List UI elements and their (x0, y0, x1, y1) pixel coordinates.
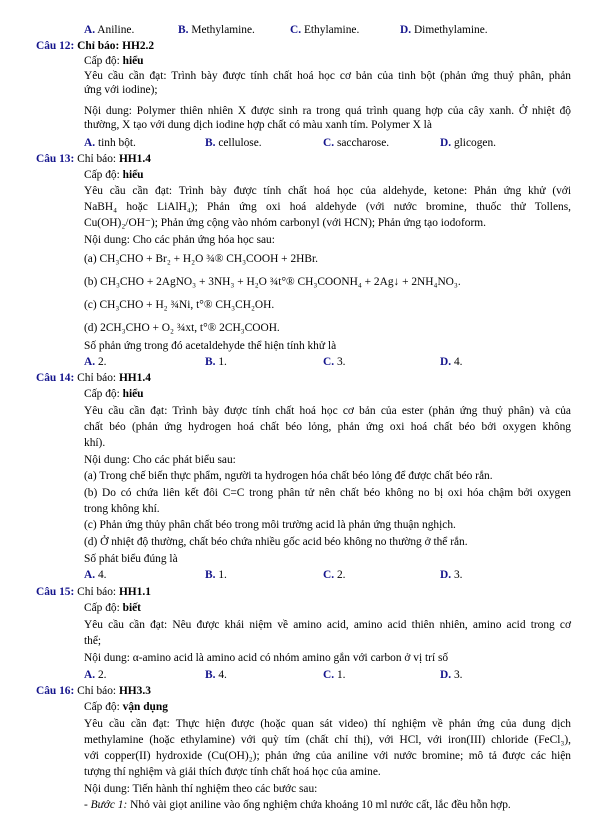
q14-requirement-cont-2: khí). (84, 437, 106, 449)
q13-reaction-d: (d) 2CH₃CHO + O₂ ¾xt, t°® 2CH₃COOH. (84, 322, 280, 334)
q12-heading: Câu 12: Chỉ báo: HH2.2 (36, 40, 155, 52)
q13-option-d[interactable]: D. 4. (440, 356, 463, 368)
q16-step-1: - Bước 1: Nhỏ vài giọt aniline vào ống nghiệm chứa khoảng 10 ml nước cất, lắc đều hỗn hợp. (84, 799, 511, 811)
q13-requirement-cont-2: Cu(OH)₂/OH⁻); Phản ứng cộng vào nhóm carbonyl (với HCN); Phản ứng tạo iodoform. (84, 217, 486, 229)
q13-requirement: Yêu cầu cần đạt: Trình bày được tính chất hoá học của aldehyde, ketone: Phản ứng khử (với (84, 185, 571, 197)
q15-option-c[interactable]: C. 1. (323, 669, 346, 681)
q13-option-a[interactable]: A. 2. (84, 356, 107, 368)
q15-requirement: Yêu cầu cần đạt: Nêu được khái niệm về amino acid, amino acid thiên nhiên, amino acid trong cơ (84, 619, 571, 631)
q12-option-c[interactable]: C. saccharose. (323, 137, 390, 149)
q14-statement-a: (a) Trong chế biến thực phẩm, người ta hydrogen hóa chất béo lỏng để được chất béo rắn. (84, 470, 493, 482)
q14-statement-b-cont: trong không khí. (84, 503, 160, 515)
q13-reaction-b: (b) CH₃CHO + 2AgNO₃ + 3NH₃ + H₂O ¾t°® CH₃COONH₄ + 2Ag↓ + 2NH₄NO₃. (84, 276, 461, 288)
q13-level: Cấp độ: hiểu (84, 169, 144, 181)
q13-heading: Câu 13: Chỉ báo: HH1.4 (36, 153, 151, 165)
q12-content: Nội dung: Polymer thiên nhiên X được sinh ra trong quá trình quang hợp của cây xanh. Ở nhiệt độ (84, 105, 571, 117)
q15-level: Cấp độ: biết (84, 602, 141, 614)
q14-level: Cấp độ: hiểu (84, 388, 144, 400)
q16-level: Cấp độ: vận dụng (84, 701, 168, 713)
q14-statement-c: (c) Phản ứng thủy phân chất béo trong môi trường acid là phản ứng thuận nghịch. (84, 519, 456, 531)
q13-content: Nội dung: Cho các phản ứng hóa học sau: (84, 234, 275, 246)
q12-content-cont: thường, X tạo với dung dịch iodine hợp chất có màu xanh tím. Polymer X là (84, 119, 432, 131)
q13-reaction-a: (a) CH₃CHO + Br₂ + H₂O ¾® CH₃COOH + 2HBr. (84, 253, 318, 265)
q12-option-a[interactable]: A. tinh bột. (84, 137, 136, 149)
q12-option-b[interactable]: B. cellulose. (205, 137, 262, 149)
q12-option-d[interactable]: D. glicogen. (440, 137, 497, 149)
q14-statement-b: (b) Do có chứa liên kết đôi C=C trong phân tử nên chất béo không no bị oxi hóa chậm bởi oxygen (84, 487, 571, 499)
q15-option-b[interactable]: B. 4. (205, 669, 227, 681)
q15-content: Nội dung: α-amino acid là amino acid có nhóm amino gắn với carbon ở vị trí số (84, 652, 449, 664)
q11-option-b[interactable]: B. Methylamine. (178, 24, 255, 36)
q14-option-b[interactable]: B. 1. (205, 569, 227, 581)
q12-requirement-cont: ứng với iodine); (84, 84, 158, 96)
q11-option-a[interactable]: A. Aniline. (84, 24, 135, 36)
q15-option-a[interactable]: A. 2. (84, 669, 107, 681)
q13-requirement-cont: NaBH₄ hoặc LiAlH₄); Phản ứng oxi hoá aldehyde (với nước bromine, thuốc thử Tollens, (84, 201, 571, 213)
q16-requirement: Yêu cầu cần đạt: Thực hiện được (hoặc quan sát video) thí nghiệm về phản ứng của dung dịch (84, 718, 571, 730)
q14-requirement: Yêu cầu cần đạt: Trình bày được tính chất hoá học cơ bản của ester (phản ứng thuỷ phân) và của (84, 405, 571, 417)
q13-reaction-c: (c) CH₃CHO + H₂ ¾Ni, t°® CH₃CH₂OH. (84, 299, 275, 311)
q14-question: Số phát biểu đúng là (84, 553, 178, 565)
q16-requirement-cont: methylamine (hoặc ethylamine) với quỳ tím (chất chỉ thị), với HCl, với iron(III) chloride (FeCl₃), (84, 734, 571, 746)
q11-option-d[interactable]: D. Dimethylamine. (400, 24, 488, 36)
q16-requirement-cont-2: với copper(II) hydroxide (Cu(OH)₂); phản ứng của aniline với nước bromine; mô tả được các hiện (84, 750, 571, 762)
q13-option-b[interactable]: B. 1. (205, 356, 227, 368)
q14-option-c[interactable]: C. 2. (323, 569, 346, 581)
q13-option-c[interactable]: C. 3. (323, 356, 346, 368)
q14-statement-d: (d) Ở nhiệt độ thường, chất béo chứa nhiều gốc acid béo không no thường ở thể rắn. (84, 536, 468, 548)
q16-requirement-cont-3: tượng thí nghiệm và giải thích được tính chất hoá học của amine. (84, 766, 381, 778)
q14-requirement-cont: chất béo (phản ứng hydrogen hoá chất béo lỏng, phản ứng oxi hoá chất béo bởi oxygen không (84, 421, 571, 433)
q14-option-a[interactable]: A. 4. (84, 569, 107, 581)
q13-question: Số phản ứng trong đó acetaldehyde thể hiện tính khử là (84, 340, 337, 352)
q14-content: Nội dung: Cho các phát biểu sau: (84, 454, 236, 466)
q14-option-d[interactable]: D. 3. (440, 569, 463, 581)
q16-heading: Câu 16: Chỉ báo: HH3.3 (36, 685, 151, 697)
q11-option-c[interactable]: C. Ethylamine. (290, 24, 360, 36)
q14-heading: Câu 14: Chỉ báo: HH1.4 (36, 372, 151, 384)
q15-requirement-cont: thể; (84, 635, 102, 647)
q16-content: Nội dung: Tiến hành thí nghiệm theo các bước sau: (84, 783, 318, 795)
q15-heading: Câu 15: Chỉ báo: HH1.1 (36, 586, 151, 598)
q12-level: Cấp độ: hiểu (84, 55, 144, 67)
q15-option-d[interactable]: D. 3. (440, 669, 463, 681)
q12-requirement: Yêu cầu cần đạt: Trình bày được tính chất hoá học cơ bản của tinh bột (phản ứng thuỷ phân, phản (84, 70, 571, 82)
